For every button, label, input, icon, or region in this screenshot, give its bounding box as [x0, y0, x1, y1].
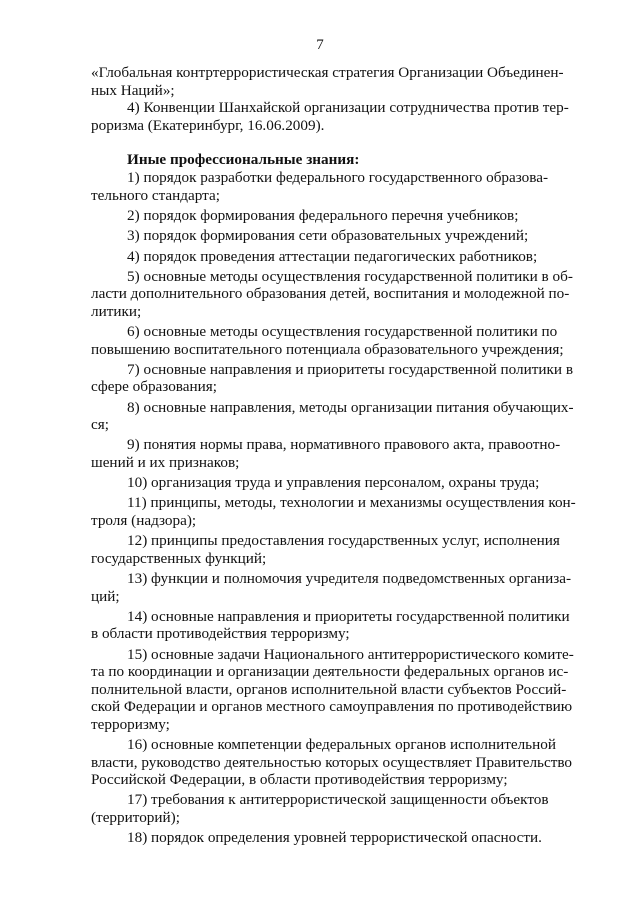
list-item-line: 2) порядок формирования федерального перечня учебников; [127, 207, 519, 225]
list-item-line: 17) требования к антитеррористической защищенности объектов [127, 791, 549, 809]
list-item [91, 248, 548, 266]
list-item-line: 15) основные задачи Национального антитеррористического комите- [127, 645, 574, 663]
list-item-line: 8) основные направления, методы организации питания обучающих- [127, 398, 574, 416]
list-item-line: 5) основные методы осуществления государственной политики в об- [127, 267, 573, 285]
intro-paragraph [91, 64, 564, 99]
list-item-line: 14) основные направления и приоритеты государственной политики [127, 607, 570, 625]
page-number: 7 [316, 37, 324, 53]
list-item-line: ласти дополнительного образования детей, воспитания и молодежной по- [91, 285, 570, 303]
list-item-line: сфере образования; [91, 378, 217, 396]
knowledge-list [91, 169, 576, 847]
list-item-line: 13) функции и полномочия учредителя подведомственных организа- [127, 569, 572, 587]
intro-paragraph-line: 4) Конвенции Шанхайской организации сотрудничества против тер- [127, 99, 569, 117]
list-item-line: 9) понятия нормы права, нормативного правового акта, правоотно- [127, 436, 561, 454]
list-item-line: в области противодействия терроризму; [91, 625, 350, 643]
list-item [91, 494, 576, 529]
list-item-line: 10) организация труда и управления персоналом, охраны труда; [127, 474, 540, 492]
list-item [91, 791, 548, 826]
list-item-line: (территорий); [91, 809, 180, 827]
list-item-line: ской Федерации и органов местного самоуправления по противодействию [91, 698, 573, 716]
list-item-line: государственных функций; [91, 549, 267, 567]
list-item-line: 4) порядок проведения аттестации педагогических работников; [127, 247, 538, 265]
list-item [91, 398, 574, 434]
list-item [91, 323, 564, 358]
section-heading: Иные профессиональные знания: [127, 151, 360, 169]
list-item-line: 7) основные направления и приоритеты государственной политики в [127, 360, 573, 378]
list-item [91, 829, 548, 847]
list-item-line: 12) принципы предоставления государственных услуг, исполнения [127, 532, 560, 550]
list-item-line: терроризму; [91, 715, 170, 733]
list-item [91, 227, 548, 245]
list-item [91, 207, 548, 225]
document-body [91, 64, 576, 849]
intro-section [91, 64, 569, 134]
list-item-line: троля (надзора); [91, 512, 197, 529]
list-item-line: 3) порядок формирования сети образовательных учреждений; [127, 227, 529, 245]
list-item-line: тельного стандарта; [91, 186, 220, 204]
list-item-line: 6) основные методы осуществления государственной политики по [127, 323, 558, 341]
list-item [91, 569, 572, 605]
intro-paragraph-line: ных Наций»; [91, 81, 175, 99]
list-item-line: 16) основные компетенции федеральных органов исполнительной [127, 736, 556, 754]
list-item-line: власти, руководство деятельностью которых осуществляет Правительство [91, 753, 572, 771]
list-item-line: ся; [91, 416, 109, 434]
list-item-line: та по координации и организации деятельности федеральных органов ис- [91, 663, 569, 681]
list-item-line: полнительной власти, органов исполнительной власти субъектов Россий- [91, 680, 567, 698]
list-item [91, 169, 548, 204]
section-gap [91, 134, 548, 150]
list-item [91, 736, 572, 789]
list-item-line: литики; [91, 302, 142, 320]
list-item [91, 645, 574, 734]
list-item [91, 360, 573, 396]
list-item [91, 267, 573, 321]
list-item-line: 18) порядок определения уровней террористической опасности. [127, 829, 542, 847]
intro-paragraph-line: роризма (Екатеринбург, 16.06.2009). [91, 116, 325, 134]
list-item [91, 607, 570, 643]
list-item-line: ций; [91, 587, 120, 605]
list-item-line: 1) порядок разработки федерального государственного образова- [127, 169, 549, 187]
list-item [91, 436, 561, 472]
intro-paragraph [91, 99, 569, 134]
list-item-line: Российской Федерации, в области противодействия терроризму; [91, 771, 508, 789]
list-item [91, 474, 548, 492]
list-item [91, 532, 560, 567]
intro-paragraph-line: «Глобальная контртеррористическая стратегия Организации Объединен- [91, 64, 564, 81]
list-item-line: повышению воспитательного потенциала образовательного учреждения; [91, 340, 564, 358]
list-item-line: шений и их признаков; [91, 454, 240, 472]
list-item-line: 11) принципы, методы, технологии и механизмы осуществления кон- [127, 494, 576, 512]
